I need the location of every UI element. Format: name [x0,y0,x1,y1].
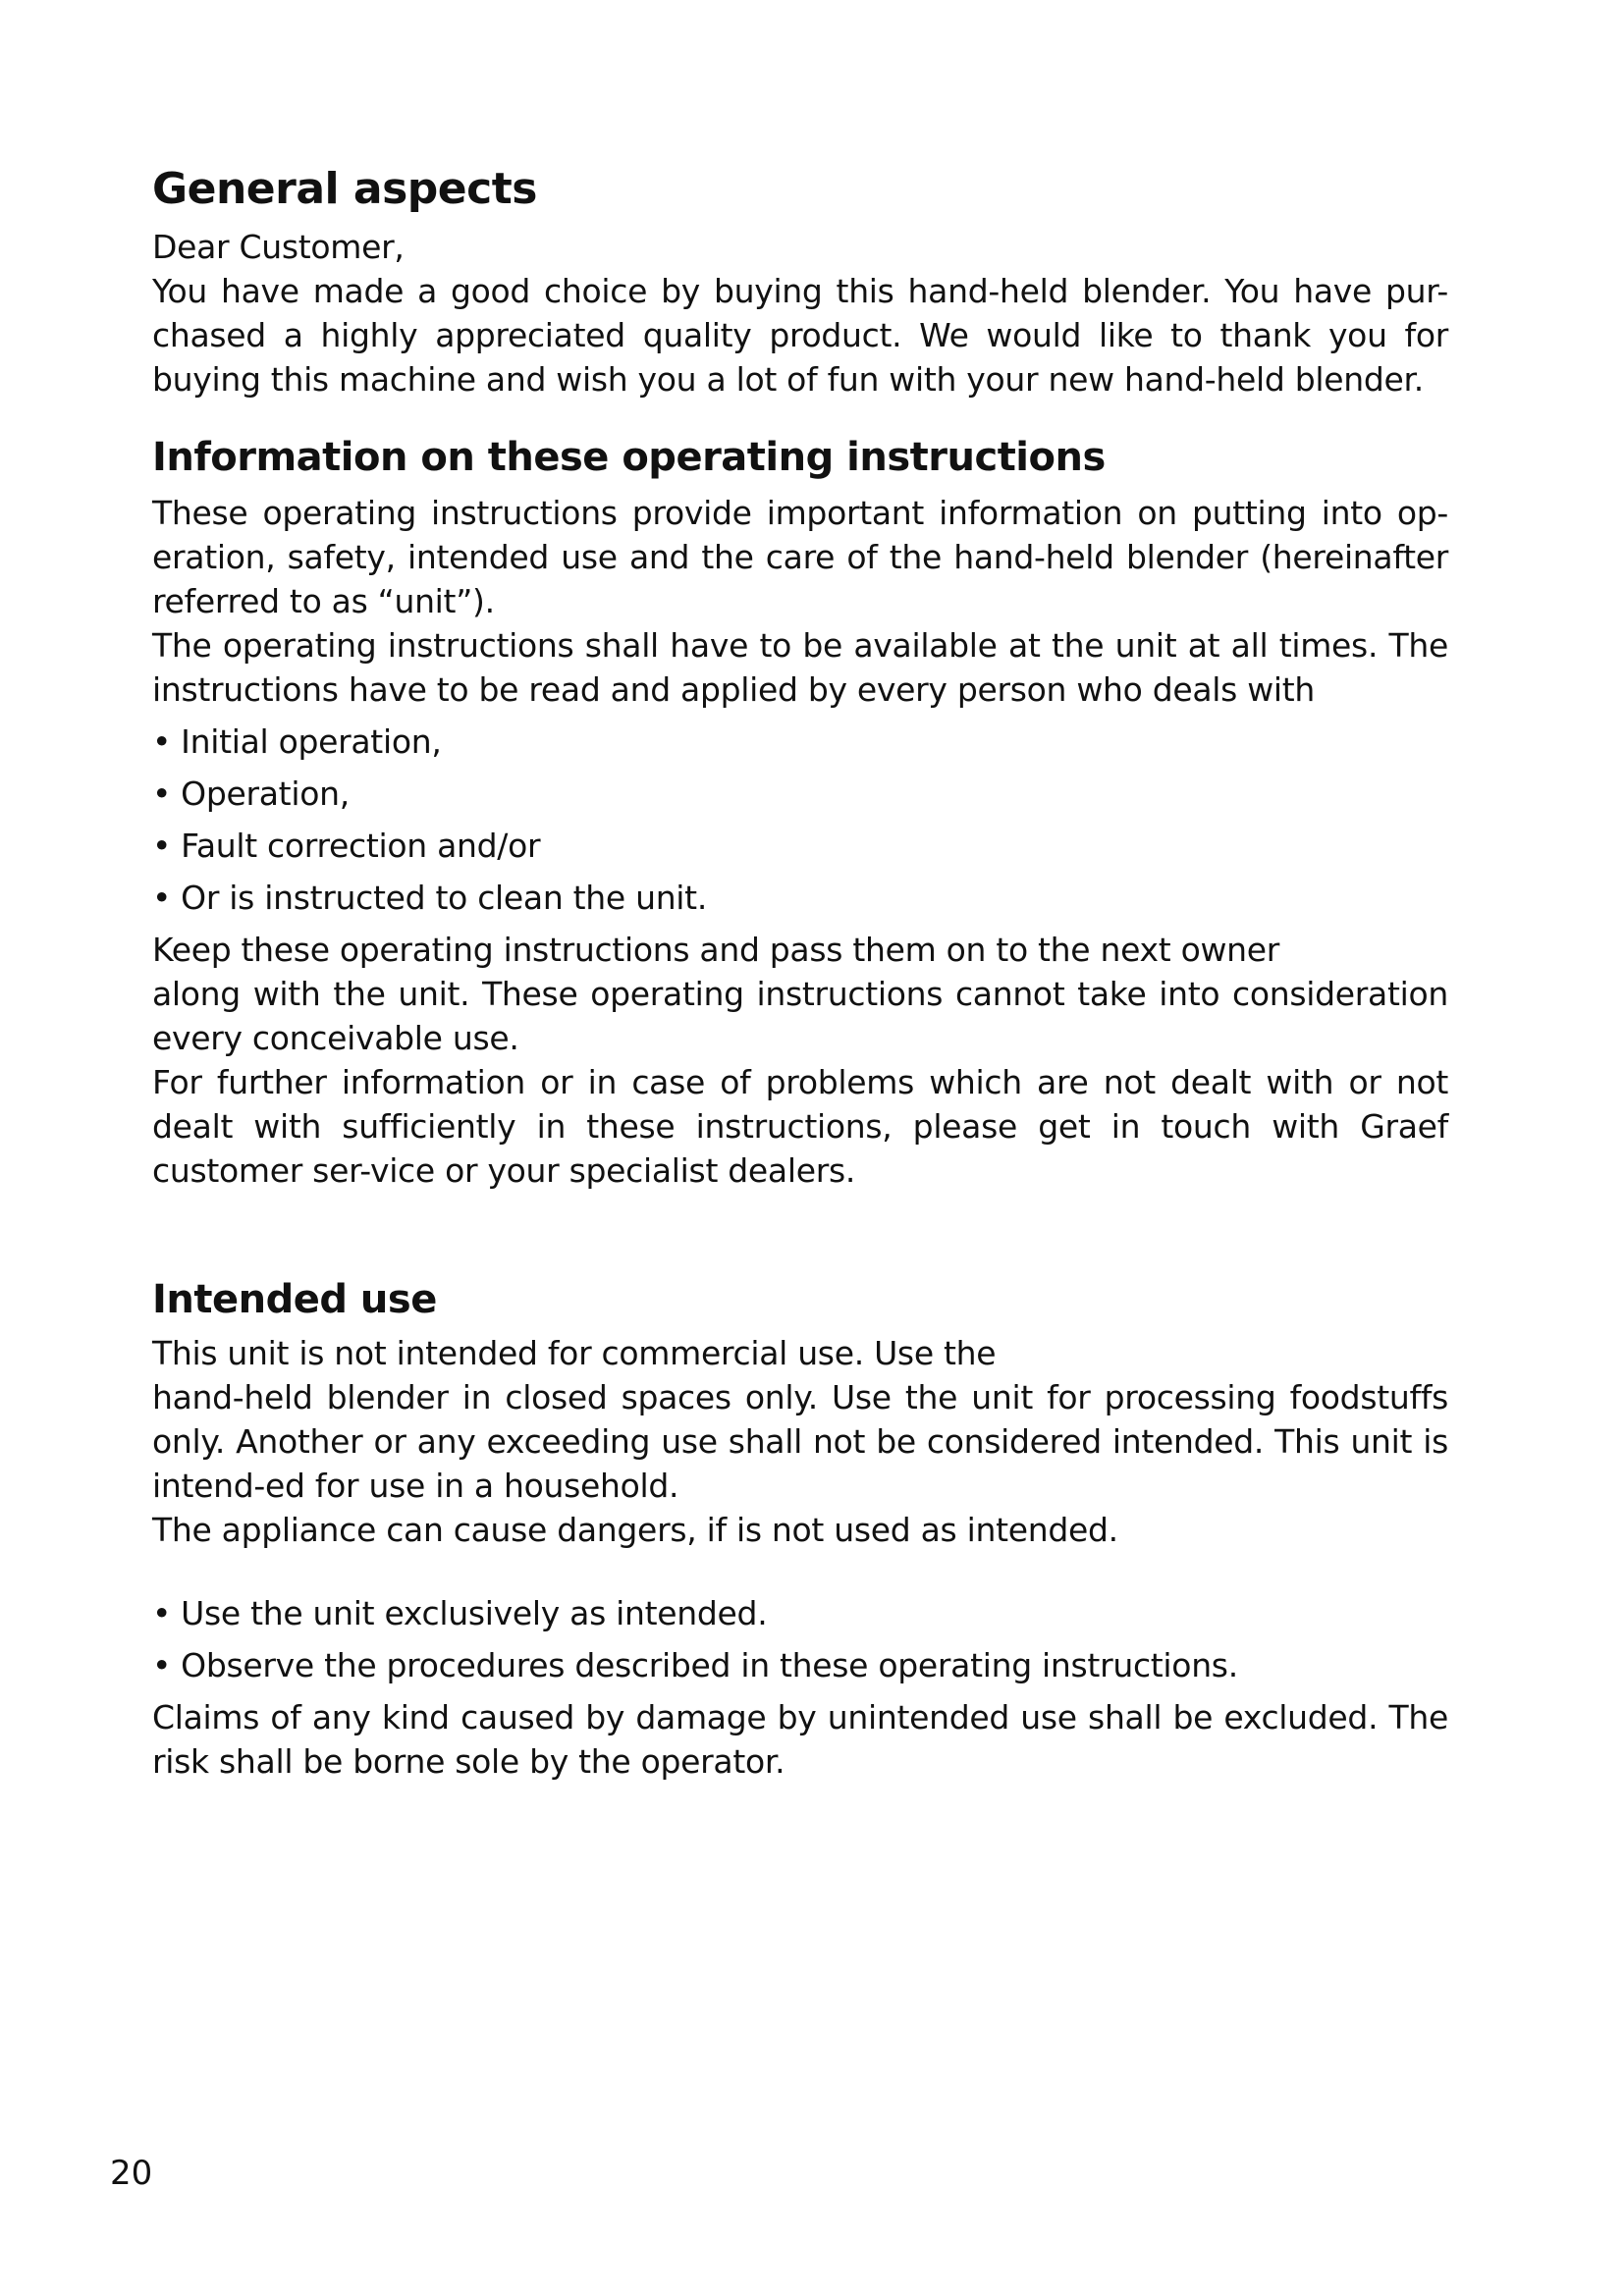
heading-intended-use: Intended use [152,1277,437,1322]
paragraph-info-keep: Keep these operating instructions and pass them on to the next owner [152,931,1280,969]
paragraph-intended-spaces: hand-held blender in closed spaces only. Use the unit for processing foodstuffs only. Another or any exceeding use shall not be considered intended. This unit is intend-ed for use in a household. [152,1378,1448,1505]
bullet-list-info [152,720,1448,920]
paragraph-info-purpose: These operating instructions provide important information on putting into op-eration, safety, intended use and the care of the hand-held blender (hereinafter referred to as “unit”). [152,494,1448,620]
bullet-item: • Use the unit exclusively as intended. [152,1591,1448,1635]
paragraph-intended-claims: Claims of any kind caused by damage by unintended use shall be excluded. The risk shall be borne sole by the operator. [152,1698,1448,1781]
bullet-item: • Or is instructed to clean the unit. [152,876,1448,920]
bullet-item: • Operation, [152,772,1448,816]
page-number: 20 [110,2154,153,2193]
salutation: Dear Customer, [152,228,405,266]
section-intended-use [152,1274,1448,1784]
paragraph-intended-commercial: This unit is not intended for commercial use. Use the [152,1334,997,1372]
paragraph-intended-dangers: The appliance can cause dangers, if is not used as intended. [152,1511,1118,1549]
heading-operating-instructions-info: Information on these operating instructions [152,435,1106,480]
bullet-item: • Observe the procedures described in these operating instructions. [152,1643,1448,1687]
paragraph-intro: You have made a good choice by buying this hand-held blender. You have pur-chased a highly appreciated quality product. We would like to thank you for buying this machine and wish you a lot of fun with your new hand-held blender. [152,272,1448,399]
bullet-item: • Fault correction and/or [152,824,1448,868]
paragraph-info-further: For further information or in case of problems which are not dealt with or not dealt with sufficiently in these instructions, please get in touch with Graef customer ser-vice or your specialist dealers. [152,1063,1448,1190]
heading-general-aspects: General aspects [152,164,537,214]
bullet-list-intended [152,1591,1448,1687]
bullet-item: • Initial operation, [152,720,1448,764]
section-operating-instructions-info [152,432,1448,1193]
paragraph-info-pass-on: along with the unit. These operating instructions cannot take into consideration every conceivable use. [152,975,1448,1057]
section-general-aspects [152,162,1448,401]
paragraph-info-availability: The operating instructions shall have to be available at the unit at all times. The instructions have to be read and applied by every person who deals with [152,626,1448,709]
